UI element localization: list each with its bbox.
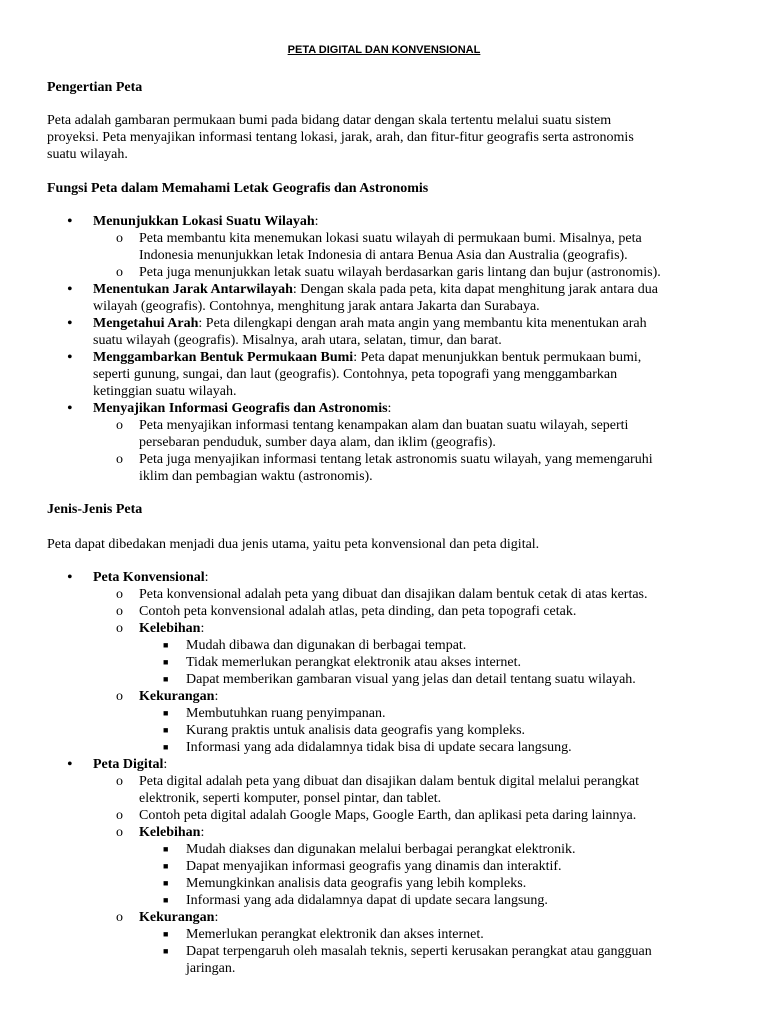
list-item-cont: wilayah (geografis). Contohnya, menghitung jarak antara Jakarta dan Surabaya.: [93, 299, 540, 314]
document-title: PETA DIGITAL DAN KONVENSIONAL: [287, 44, 481, 56]
paragraph-line: proyeksi. Peta menyajikan informasi tentang lokasi, jarak, arah, dan fitur-fitur geografis serta astronomis: [47, 130, 634, 145]
bullet-circle: o: [116, 231, 123, 246]
list-item-cont: suatu wilayah (geografis). Misalnya, arah utara, selatan, timur, dan barat.: [93, 333, 502, 348]
list-item: Membutuhkan ruang penyimpanan.: [186, 706, 386, 721]
bullet-square: ■: [163, 929, 169, 939]
bullet-circle: o: [116, 689, 123, 704]
bullet-circle: o: [116, 774, 123, 789]
list-item-cont: jaringan.: [186, 961, 236, 976]
list-item: Contoh peta digital adalah Google Maps, Google Earth, dan aplikasi peta daring lainnya.: [139, 808, 637, 823]
bullet-square: ■: [163, 640, 169, 650]
paragraph-line: Peta dapat dibedakan menjadi dua jenis utama, yaitu peta konvensional dan peta digital.: [47, 537, 540, 552]
bullet-circle: o: [116, 621, 123, 636]
heading-jenis-peta: Jenis-Jenis Peta: [47, 502, 143, 517]
bullet-square: ■: [163, 895, 169, 905]
bullet-square: ■: [163, 861, 169, 871]
list-item: Peta membantu kita menemukan lokasi suatu wilayah di permukaan bumi. Misalnya, peta: [139, 231, 642, 246]
list-item: Kurang praktis untuk analisis data geografis yang kompleks.: [186, 723, 526, 738]
bullet-circle: o: [116, 604, 123, 619]
list-item: Mengetahui Arah: Peta dilengkapi dengan arah mata angin yang membantu kita menentukan arah: [93, 316, 647, 331]
list-item-cont: elektronik, seperti komputer, ponsel pintar, dan tablet.: [139, 791, 442, 806]
list-item-cont: ketinggian suatu wilayah.: [93, 384, 237, 399]
bullet-dot: •: [67, 400, 73, 417]
bullet-square: ■: [163, 657, 169, 667]
bullet-dot: •: [67, 349, 73, 366]
list-item: Mudah dibawa dan digunakan di berbagai tempat.: [186, 638, 467, 653]
bullet-dot: •: [67, 569, 73, 586]
list-item: Tidak memerlukan perangkat elektronik atau akses internet.: [186, 655, 521, 670]
list-item: Peta juga menunjukkan letak suatu wilayah berdasarkan garis lintang dan bujur (astronomis).: [139, 265, 661, 280]
list-item: Peta menyajikan informasi tentang kenampakan alam dan buatan suatu wilayah, seperti: [139, 418, 629, 433]
list-item: Kekurangan:: [139, 689, 219, 704]
list-item: Memerlukan perangkat elektronik dan akses internet.: [186, 927, 484, 942]
bullet-circle: o: [116, 452, 123, 467]
list-item-cont: Indonesia menunjukkan letak Indonesia di antara Benua Asia dan Australia (geografis).: [139, 248, 628, 263]
bullet-square: ■: [163, 844, 169, 854]
bullet-square: ■: [163, 742, 169, 752]
list-item: Menyajikan Informasi Geografis dan Astronomis:: [93, 401, 392, 416]
bullet-dot: •: [67, 213, 73, 230]
paragraph-line: Peta adalah gambaran permukaan bumi pada bidang datar dengan skala tertentu melalui suatu sistem: [47, 113, 612, 128]
bullet-dot: •: [67, 315, 73, 332]
list-item: Menentukan Jarak Antarwilayah: Dengan skala pada peta, kita dapat menghitung jarak antara dua: [93, 282, 658, 297]
list-item: Kelebihan:: [139, 621, 205, 636]
list-item: Informasi yang ada didalamnya tidak bisa di update secara langsung.: [186, 740, 572, 755]
bullet-square: ■: [163, 708, 169, 718]
list-item: Mudah diakses dan digunakan melalui berbagai perangkat elektronik.: [186, 842, 576, 857]
list-item: Peta konvensional adalah peta yang dibuat dan disajikan dalam bentuk cetak di atas kertas.: [139, 587, 648, 602]
bullet-square: ■: [163, 946, 169, 956]
paragraph-line: suatu wilayah.: [47, 147, 128, 162]
bullet-circle: o: [116, 418, 123, 433]
heading-pengertian-peta: Pengertian Peta: [47, 80, 143, 95]
list-item: Memungkinkan analisis data geografis yang lebih kompleks.: [186, 876, 527, 891]
list-item-cont: seperti gunung, sungai, dan laut (geografis). Contohnya, peta topografi yang menggambarkan: [93, 367, 618, 382]
bullet-square: ■: [163, 725, 169, 735]
list-item: Kekurangan:: [139, 910, 219, 925]
list-item: Peta digital adalah peta yang dibuat dan disajikan dalam bentuk digital melalui perangkat: [139, 774, 639, 789]
bullet-circle: o: [116, 265, 123, 280]
list-item: Menunjukkan Lokasi Suatu Wilayah:: [93, 214, 319, 229]
list-item: Peta juga menyajikan informasi tentang letak astronomis suatu wilayah, yang memengaruhi: [139, 452, 653, 467]
bullet-circle: o: [116, 825, 123, 840]
bullet-square: ■: [163, 878, 169, 888]
bullet-circle: o: [116, 587, 123, 602]
bullet-dot: •: [67, 756, 73, 773]
list-item: Dapat memberikan gambaran visual yang jelas dan detail tentang suatu wilayah.: [186, 672, 636, 687]
list-item-cont: persebaran penduduk, sumber daya alam, dan iklim (geografis).: [139, 435, 496, 450]
list-item: Dapat terpengaruh oleh masalah teknis, seperti kerusakan perangkat atau gangguan: [186, 944, 652, 959]
list-item-cont: iklim dan pembagian waktu (astronomis).: [139, 469, 373, 484]
heading-fungsi-peta: Fungsi Peta dalam Memahami Letak Geografis dan Astronomis: [47, 181, 429, 196]
bullet-circle: o: [116, 910, 123, 925]
bullet-square: ■: [163, 674, 169, 684]
list-item: Menggambarkan Bentuk Permukaan Bumi: Peta dapat menunjukkan bentuk permukaan bumi,: [93, 350, 642, 365]
list-item: Peta Konvensional:: [93, 570, 209, 585]
bullet-circle: o: [116, 808, 123, 823]
list-item: Dapat menyajikan informasi geografis yang dinamis dan interaktif.: [186, 859, 562, 874]
list-item: Contoh peta konvensional adalah atlas, peta dinding, dan peta topografi cetak.: [139, 604, 577, 619]
bullet-dot: •: [67, 281, 73, 298]
list-item: Peta Digital:: [93, 757, 168, 772]
list-item: Informasi yang ada didalamnya dapat di update secara langsung.: [186, 893, 548, 908]
list-item: Kelebihan:: [139, 825, 205, 840]
